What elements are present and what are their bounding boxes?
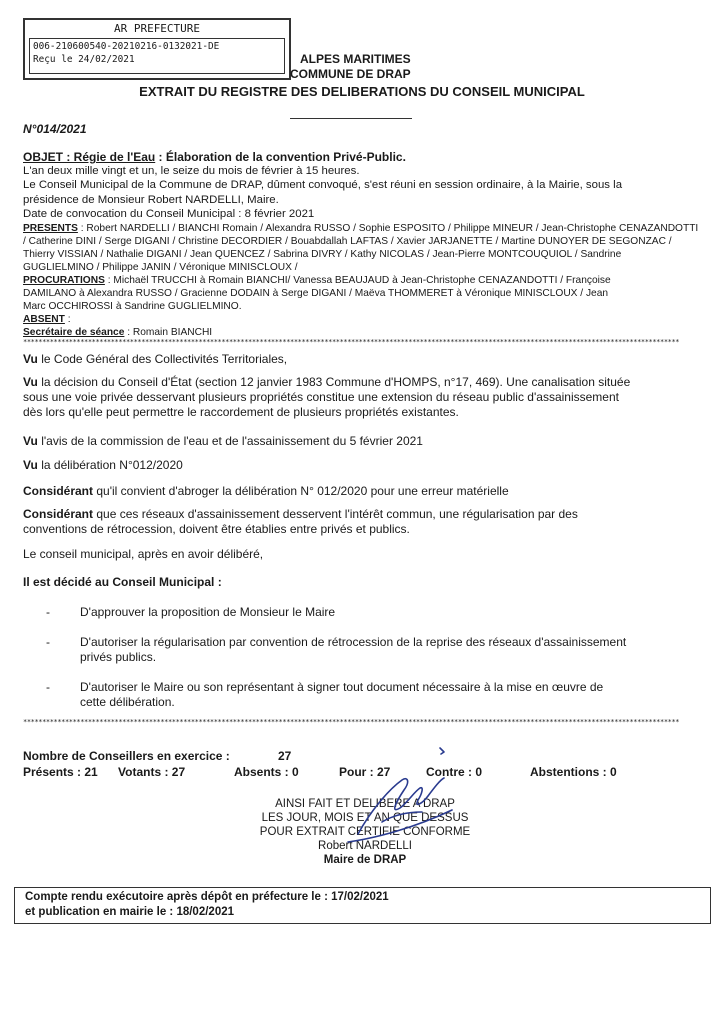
decision-item [80, 635, 710, 665]
vote-absents: Absents : 0 [234, 765, 299, 779]
considerant-text: conventions de rétrocession, doivent être établies entre privés et publics. [23, 522, 410, 536]
secretaire-text: : Romain BIANCHI [124, 327, 213, 338]
objet-line [23, 150, 406, 165]
considerant-text: qu'il convient d'abroger la délibération N° 012/2020 pour une erreur matérielle [93, 484, 509, 498]
decision-text: D'approuver la proposition de Monsieur le Maire [80, 605, 336, 619]
vu-lead: Vu [23, 375, 38, 389]
separator-bottom: **************************************************************************************************************************************************************************** [23, 718, 680, 726]
footer-box [14, 887, 711, 924]
commune: COMMUNE DE DRAP [290, 67, 411, 81]
vu-lead: Vu [23, 458, 38, 472]
vote-pour: Pour : 27 [339, 765, 391, 779]
deliberation-statement: Le conseil municipal, après en avoir délibéré, [23, 547, 264, 561]
presents-line: Thierry VISSIAN / Nathalie DIGANI / Jean QUENCEZ / Sabrina DIVRY / Kathy NICOLAS / Jean-Pierre MONTCOUQUIOL / Sandrine [23, 249, 622, 260]
stamp-received: Reçu le 24/02/2021 [33, 54, 135, 65]
presents-line: GUGLIELMINO / Philippe JANIN / Véronique MINISCLOUX / [23, 262, 298, 273]
absent-text: : [64, 314, 71, 325]
signature-line: LES JOUR, MOIS ET AN QUE DESSUS [261, 812, 469, 824]
decision-item [80, 605, 710, 620]
deliberation-number: N°014/2021 [23, 122, 87, 136]
signature-line: POUR EXTRAIT CERTIFIE CONFORME [259, 826, 471, 838]
prefecture-stamp [23, 18, 291, 80]
stamp-title: AR PREFECTURE [113, 22, 201, 35]
considerant-2 [23, 507, 713, 537]
vu-text: la décision du Conseil d'État (section 12 janvier 1983 Commune d'HOMPS, n°17, 469). Une canalisation située [37, 375, 631, 389]
bullet-dash: - [46, 605, 50, 619]
bullet-dash: - [46, 635, 50, 649]
objet-text: : Élaboration de la convention Privé-Public. [155, 150, 406, 164]
stamp-reference: 006-210600540-20210216-0132021-DE [33, 41, 220, 52]
conseillers-label: Nombre de Conseillers en exercice : [23, 749, 230, 763]
conseillers-count: 27 [278, 749, 292, 763]
decision-text: D'autoriser le Maire ou son représentant à signer tout document nécessaire à la mise en œuvre de [80, 680, 604, 694]
decision-text: D'autoriser la régularisation par convention de rétrocession de la reprise des réseaux d'assainissement [80, 635, 627, 649]
intro-line: L'an deux mille vingt et un, le seize du mois de février à 15 heures. [23, 165, 360, 177]
considerant-lead: Considérant [23, 507, 94, 521]
procurations-label: PROCURATIONS [23, 275, 105, 286]
presents-block [23, 222, 713, 339]
absent-label: ABSENT [23, 314, 65, 325]
objet-label: OBJET : Régie de l'Eau [23, 150, 156, 164]
vu-conseil-etat [23, 375, 713, 420]
vu-lead: Vu [23, 352, 38, 366]
handwritten-signature [330, 742, 470, 852]
vu-text: dès lors qu'elle peut permettre le raccordement de plusieurs propriétés existantes. [23, 405, 459, 419]
procurations-line: DAMILANO à Alexandra RUSSO / Gracienne DODAIN à Serge DIGANI / Maëva THOMMERET à Véronique MINISCLOUX / Jean [23, 288, 609, 299]
considerant-1 [23, 484, 713, 499]
procurations-line: Marc OCCHIROSSI à Sandrine GUGLIELMINO. [23, 301, 242, 312]
vote-votants: Votants : 27 [118, 765, 186, 779]
intro-line: présidence de Monsieur Robert NARDELLI, Maire. [23, 193, 279, 206]
secretaire-label: Secrétaire de séance [23, 327, 125, 338]
decision-title: Il est décidé au Conseil Municipal : [23, 575, 222, 589]
presents-label: PRESENTS [23, 223, 78, 234]
vu-text: la délibération N°012/2020 [37, 458, 183, 472]
separator-top: **************************************************************************************************************************************************************************** [23, 338, 680, 346]
presents-line: / Catherine DINI / Serge DIGANI / Christine DECORDIER / Bouabdallah LAFTAS / Xavier JARJANETTE / Martine DUNOYER DE SEGONZAC / [23, 236, 672, 247]
vote-contre: Contre : 0 [426, 765, 483, 779]
decision-item [80, 680, 710, 710]
intro-line: Date de convocation du Conseil Municipal : 8 février 2021 [23, 207, 315, 220]
vu-lead: Vu [23, 434, 38, 448]
considerant-text: que ces réseaux d'assainissement desservent l'intérêt commun, une régularisation par des [93, 507, 578, 521]
considerant-lead: Considérant [23, 484, 94, 498]
decision-text: cette délibération. [80, 695, 175, 709]
vu-deliberation [23, 458, 713, 473]
signature-line: AINSI FAIT ET DELIBERE A DRAP [275, 798, 455, 810]
vu-avis-commission [23, 434, 713, 449]
procurations-line: : Michaël TRUCCHI à Romain BIANCHI/ Vanessa BEAUJAUD à Jean-Christophe CENAZANDOTTI / Françoise [104, 275, 611, 286]
department: ALPES MARITIMES [300, 52, 411, 66]
footer-line: Compte rendu exécutoire après dépôt en préfecture le : 17/02/2021 [25, 891, 389, 903]
vote-presents: Présents : 21 [23, 765, 98, 779]
presents-line: : Robert NARDELLI / BIANCHI Romain / Alexandra RUSSO / Sophie ESPOSITO / Philippe MINEUR / Jean-Christophe CENAZANDOTTI [77, 223, 699, 234]
signature-line: Robert NARDELLI [318, 840, 412, 852]
footer-line: et publication en mairie le : 18/02/2021 [25, 906, 235, 918]
signature-line: Maire de DRAP [323, 854, 407, 866]
intro-block [23, 164, 713, 221]
intro-line: Le Conseil Municipal de la Commune de DRAP, dûment convoqué, s'est réuni en session ordinaire, à la Mairie, sous la [23, 179, 623, 192]
stamp-details [29, 38, 285, 74]
vu-text: sous une voie privée desservant plusieurs propriétés constitue une extension du réseau public d'assainissement [23, 390, 619, 404]
vu-text: l'avis de la commission de l'eau et de l'assainissement du 5 février 2021 [37, 434, 423, 448]
title-rule [290, 118, 412, 119]
bullet-dash: - [46, 680, 50, 694]
decision-text: privés publics. [80, 650, 157, 664]
vu-cgct [23, 352, 713, 367]
vote-abstentions: Abstentions : 0 [530, 765, 617, 779]
vu-text: le Code Général des Collectivités Territoriales, [37, 352, 288, 366]
document-title: EXTRAIT DU REGISTRE DES DELIBERATIONS DU CONSEIL MUNICIPAL [139, 84, 585, 99]
